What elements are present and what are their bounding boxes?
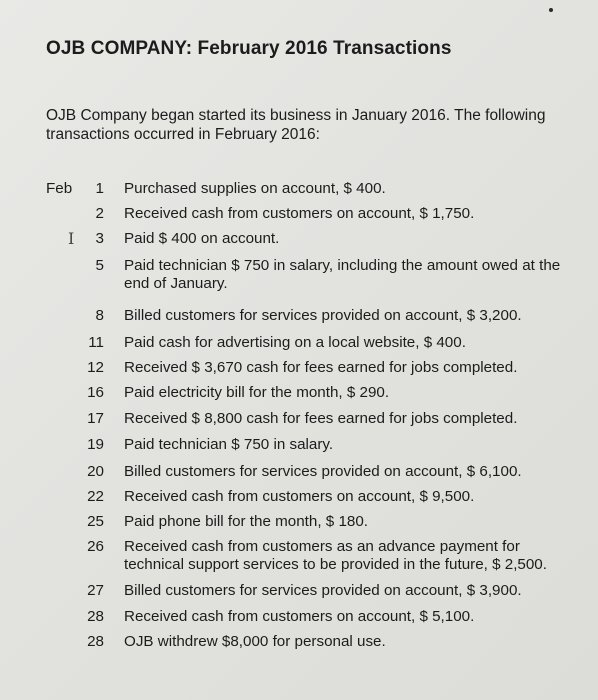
transaction-row <box>46 410 586 436</box>
month-label: Feb <box>46 180 73 197</box>
transaction-text: Purchased supplies on account, $ 400. <box>124 180 386 197</box>
transaction-text: Received $ 8,800 cash for fees earned for jobs completed. <box>124 410 518 427</box>
transaction-row <box>46 488 586 513</box>
transaction-day: 5 <box>95 257 104 274</box>
transaction-text: Paid cash for advertising on a local website, $ 400. <box>124 334 466 351</box>
transaction-text: Received cash from customers as an advance payment for technical support services to be provided in the future, $ 2,500. <box>124 538 547 573</box>
transaction-day: 27 <box>87 582 104 599</box>
transaction-text: Paid phone bill for the month, $ 180. <box>124 513 369 530</box>
transaction-text: Paid electricity bill for the month, $ 290. <box>124 384 390 401</box>
transaction-list <box>46 180 586 658</box>
transaction-text: Billed customers for services provided on account, $ 6,100. <box>124 463 522 480</box>
transaction-row <box>46 384 586 410</box>
intro-paragraph: OJB Company began started its business in January 2016. The following transactions occurred in February 2016: <box>46 107 546 143</box>
transaction-row <box>46 633 586 658</box>
transaction-text: Paid technician $ 750 in salary. <box>124 436 334 453</box>
transaction-row <box>46 180 586 205</box>
transaction-day: 11 <box>88 334 104 351</box>
transaction-day: 25 <box>87 513 104 530</box>
transaction-text: Received cash from customers on account, $ 5,100. <box>124 608 475 625</box>
transaction-row <box>46 307 586 334</box>
transaction-day: 19 <box>87 436 104 453</box>
transaction-text: OJB withdrew $8,000 for personal use. <box>124 633 386 650</box>
transaction-day: 28 <box>87 608 104 625</box>
transaction-day: 2 <box>95 205 104 222</box>
transaction-text: Paid technician $ 750 in salary, including the amount owed at the end of January. <box>124 257 561 292</box>
transaction-day: 26 <box>87 538 104 555</box>
text-cursor-icon: I <box>68 229 75 248</box>
corner-dot <box>549 8 553 12</box>
transaction-row <box>46 463 586 488</box>
transaction-text: Received cash from customers on account, $ 1,750. <box>124 205 475 222</box>
transaction-day: 17 <box>87 410 104 427</box>
transaction-text: Received $ 3,670 cash for fees earned for jobs completed. <box>124 359 518 376</box>
transaction-day: 3 <box>95 230 104 247</box>
transaction-day: 28 <box>87 633 104 650</box>
transaction-row <box>46 513 586 538</box>
transaction-text: Billed customers for services provided on account, $ 3,200. <box>124 307 522 324</box>
transaction-row <box>46 582 586 608</box>
transaction-day: 12 <box>87 359 104 376</box>
transaction-row <box>46 230 586 257</box>
page-title: OJB COMPANY: February 2016 Transactions <box>46 38 452 59</box>
transaction-row <box>46 359 586 384</box>
transaction-row <box>46 205 586 230</box>
transaction-text: Received cash from customers on account, $ 9,500. <box>124 488 475 505</box>
transaction-row <box>46 538 586 582</box>
transaction-day: 16 <box>87 384 104 401</box>
transaction-day: 22 <box>87 488 104 505</box>
transaction-row <box>46 334 586 359</box>
transaction-row <box>46 436 586 463</box>
transaction-day: 20 <box>87 463 104 480</box>
transaction-row <box>46 257 586 307</box>
transaction-day: 8 <box>95 307 104 324</box>
transaction-text: Billed customers for services provided on account, $ 3,900. <box>124 582 522 599</box>
transaction-row <box>46 608 586 633</box>
transaction-day: 1 <box>95 180 104 197</box>
transaction-text: Paid $ 400 on account. <box>124 230 280 247</box>
